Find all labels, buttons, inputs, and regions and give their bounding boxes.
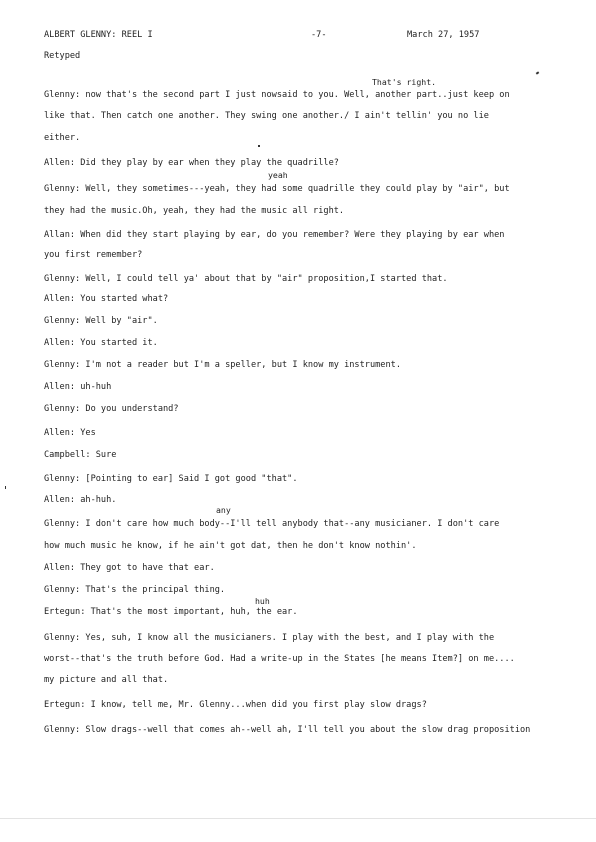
transcript-line: Glenny: Do you understand?	[44, 404, 179, 414]
stray-pen-mark	[536, 71, 540, 74]
transcript-line: Glenny: I don't care how much body--I'll tell anybody that--any musicianer. I don't care	[44, 519, 500, 529]
header-reel-title: ALBERT GLENNY: REEL I	[44, 30, 153, 40]
transcript-line: Allen: They got to have that ear.	[44, 563, 215, 573]
transcript-line: my picture and all that.	[44, 675, 169, 685]
transcript-line: Allan: When did they start playing by ear, do you remember? Were they playing by ear when	[44, 230, 505, 240]
transcript-line: Allen: Did they play by ear when they play the quadrille?	[44, 158, 339, 168]
transcript-line: Glenny: Slow drags--well that comes ah--well ah, I'll tell you about the slow drag proposition	[44, 725, 531, 735]
transcript-line: Glenny: Yes, suh, I know all the musicianers. I play with the best, and I play with the	[44, 633, 495, 643]
transcript-line: Allen: ah-huh.	[44, 495, 117, 505]
transcript-line: Allen: Yes	[44, 428, 96, 438]
transcript-line: Glenny: That's the principal thing.	[44, 585, 226, 595]
transcript-line: Glenny: Well, I could tell ya' about that by "air" proposition,I started that.	[44, 274, 448, 284]
transcript-line: they had the music.Oh, yeah, they had the music all right.	[44, 206, 345, 216]
handwritten-insertion: any	[216, 505, 231, 515]
transcript-line: Allen: You started it.	[44, 338, 158, 348]
scan-edge	[0, 818, 596, 819]
transcript-line: like that. Then catch one another. They swing one another./ I ain't tellin' you no lie	[44, 111, 489, 121]
handwritten-insertion: huh	[255, 596, 270, 606]
transcript-line: either.	[44, 133, 81, 143]
retyped-note: Retyped	[44, 51, 81, 61]
stray-pen-mark	[258, 145, 260, 147]
handwritten-insertion: That's right.	[372, 77, 437, 87]
header-page-number: -7-	[311, 30, 327, 40]
stray-pen-mark	[5, 486, 6, 489]
transcript-line: Glenny: [Pointing to ear] Said I got good "that".	[44, 474, 298, 484]
transcript-line: how much music he know, if he ain't got dat, then he don't know nothin'.	[44, 541, 417, 551]
transcript-line: you first remember?	[44, 250, 143, 260]
handwritten-insertion: yeah	[268, 170, 288, 180]
transcript-line: Ertegun: That's the most important, huh, the ear.	[44, 607, 298, 617]
transcript-line: Allen: You started what?	[44, 294, 169, 304]
transcript-line: worst--that's the truth before God. Had a write-up in the States [he means Item?] on me....	[44, 654, 515, 664]
transcript-line: Glenny: I'm not a reader but I'm a speller, but I know my instrument.	[44, 360, 401, 370]
page-header	[44, 30, 564, 44]
transcript-line: Ertegun: I know, tell me, Mr. Glenny...when did you first play slow drags?	[44, 700, 427, 710]
transcript-line: Glenny: Well by "air".	[44, 316, 158, 326]
transcript-line: Campbell: Sure	[44, 450, 117, 460]
transcript-line: Allen: uh-huh	[44, 382, 112, 392]
transcript-line: Glenny: Well, they sometimes---yeah, they had some quadrille they could play by "air", but	[44, 184, 510, 194]
transcript-line: Glenny: now that's the second part I just nowsaid to you. Well, another part..just keep on	[44, 90, 510, 100]
header-date: March 27, 1957	[407, 30, 480, 40]
